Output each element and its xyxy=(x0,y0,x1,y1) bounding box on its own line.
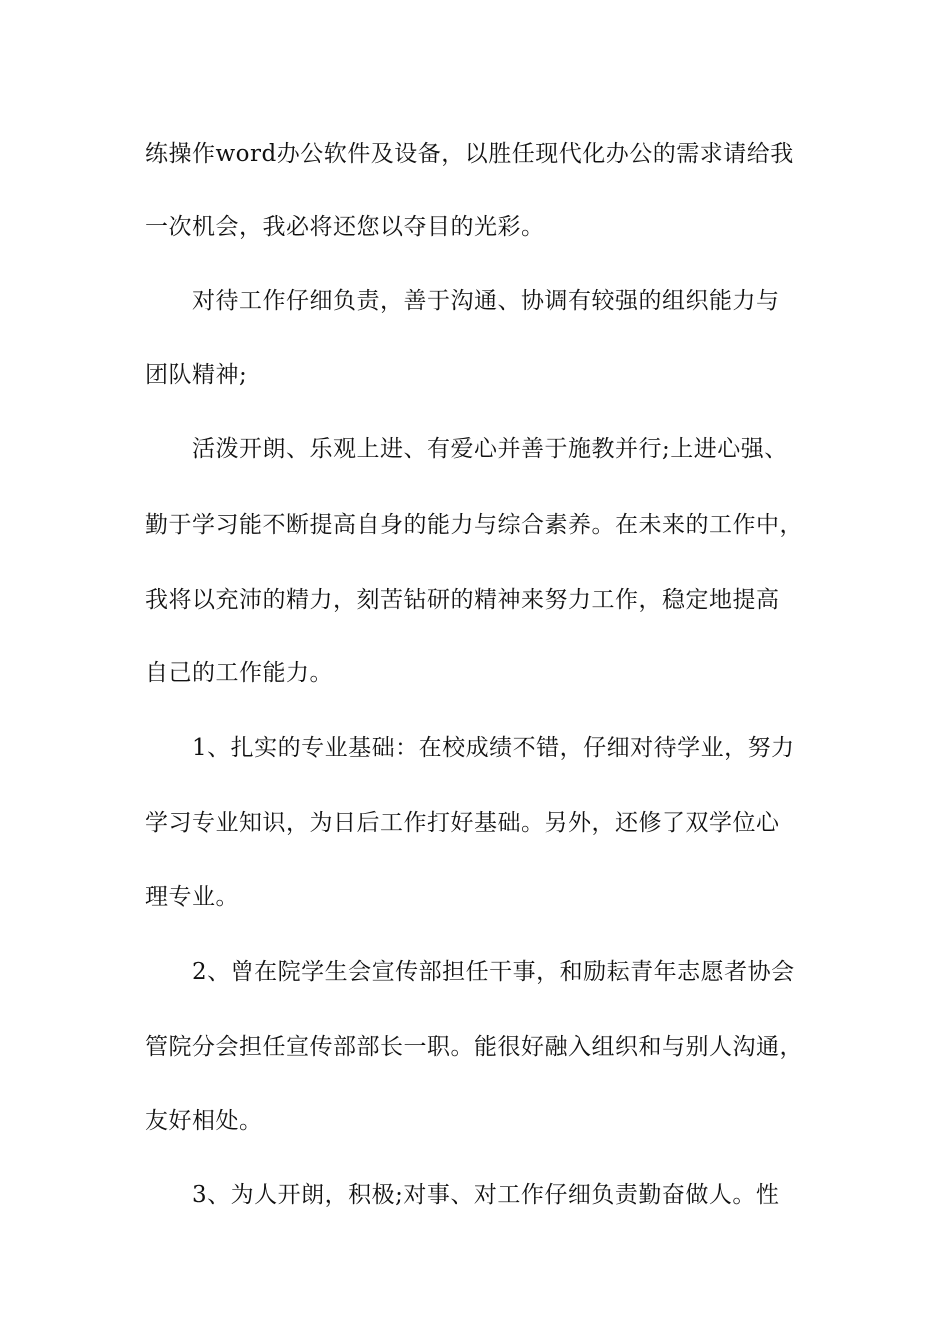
text-line-6: 勤于学习能不断提高自身的能力与综合素养。在未来的工作中， xyxy=(145,512,803,538)
text-line-1: 练操作word办公软件及设备，以胜任现代化办公的需求请给我 xyxy=(145,141,794,167)
text-line-3: 对待工作仔细负责，善于沟通、协调有较强的组织能力与 xyxy=(192,288,780,314)
text-line-5: 活泼开朗、乐观上进、有爱心并善于施教并行;上进心强、 xyxy=(192,436,788,462)
text-line-12: 2、曾在院学生会宣传部担任干事，和励耘青年志愿者协会 xyxy=(192,959,795,985)
text-line-2: 一次机会，我必将还您以夺目的光彩。 xyxy=(145,214,545,240)
text-line-10: 学习专业知识，为日后工作打好基础。另外，还修了双学位心 xyxy=(145,810,780,836)
text-line-14: 友好相处。 xyxy=(145,1108,263,1134)
text-line-15: 3、为人开朗，积极;对事、对工作仔细负责勤奋做人。性 xyxy=(192,1182,780,1208)
text-line-8: 自己的工作能力。 xyxy=(145,660,333,686)
text-line-4: 团队精神; xyxy=(145,362,248,388)
text-line-11: 理专业。 xyxy=(145,884,239,910)
text-line-13: 管院分会担任宣传部部长一职。能很好融入组织和与别人沟通， xyxy=(145,1034,803,1060)
text-line-9: 1、扎实的专业基础：在校成绩不错，仔细对待学业，努力 xyxy=(192,735,795,761)
text-line-7: 我将以充沛的精力，刻苦钻研的精神来努力工作，稳定地提高 xyxy=(145,587,780,613)
